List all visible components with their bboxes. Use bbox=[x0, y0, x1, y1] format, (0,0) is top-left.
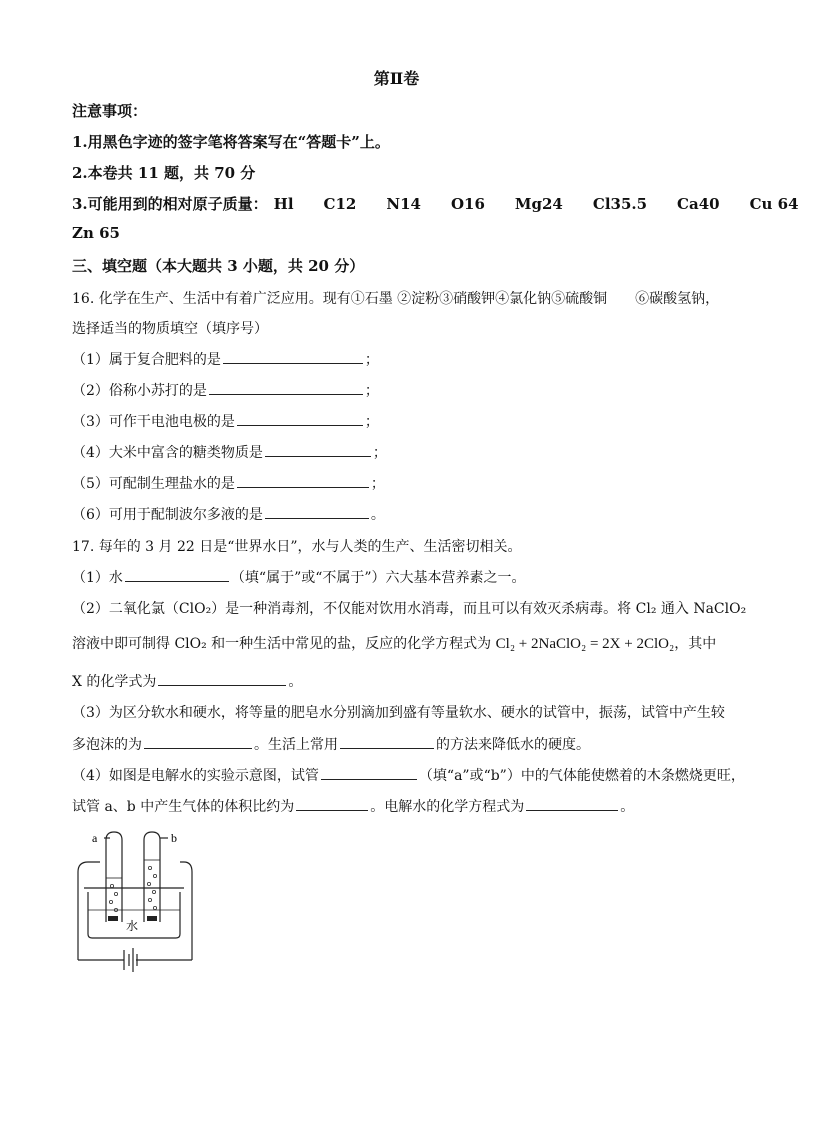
answer-blank[interactable] bbox=[265, 503, 369, 519]
mass-prefix: 3.可能用到的相对原子质量： bbox=[72, 195, 268, 213]
label-a: a bbox=[92, 831, 98, 845]
notes-item-3-cont: Zn 65 bbox=[72, 224, 120, 242]
mass-o: O16 bbox=[450, 195, 485, 213]
answer-blank[interactable] bbox=[526, 795, 618, 811]
answer-blank[interactable] bbox=[125, 566, 229, 582]
q17-p4-text: （4）如图是电解水的实验示意图，试管 bbox=[72, 768, 319, 784]
notes-item-3 bbox=[72, 193, 829, 214]
q16-item-label: （1）属于复合肥料的是 bbox=[72, 352, 221, 368]
q16-item-2 bbox=[72, 379, 379, 400]
q17-p2-line2 bbox=[72, 633, 716, 653]
q17-p4-text-2: （填“a”或“b”）中的气体能使燃着的木条燃烧更旺， bbox=[418, 768, 745, 784]
q16-item-end: ； bbox=[364, 414, 379, 430]
q16-item-end: 。 bbox=[370, 507, 385, 523]
q17-p3-line1: （3）为区分软水和硬水，将等量的肥皂水分别滴加到盛有等量软水、硬水的试管中，振荡，试管中产生较 bbox=[72, 705, 725, 721]
answer-blank[interactable] bbox=[265, 441, 371, 457]
tube-a bbox=[106, 832, 122, 922]
q17-p2-end: 。 bbox=[288, 674, 303, 690]
answer-blank[interactable] bbox=[340, 733, 434, 749]
section-heading: 三、填空题（本大题共 3 小题，共 20 分） bbox=[72, 257, 365, 275]
q16-item-label: （4）大米中富含的糖类物质是 bbox=[72, 445, 263, 461]
q16-item-label: （3）可作干电池电极的是 bbox=[72, 414, 235, 430]
q17-p1-text: （1）水 bbox=[72, 570, 123, 586]
bubbles bbox=[109, 866, 156, 911]
notes-item-1: 1.用黑色字迹的签字笔将答案写在“答题卡”上。 bbox=[72, 133, 390, 151]
q17-p4-line2 bbox=[72, 795, 634, 816]
label-b: b bbox=[171, 831, 177, 845]
q16-item-5 bbox=[72, 472, 385, 493]
mass-ca: Ca40 bbox=[677, 195, 720, 213]
answer-blank[interactable] bbox=[209, 379, 363, 395]
q16-item-end: ； bbox=[370, 476, 385, 492]
chemical-equation: Cl₂ + 2NaClO₂ = 2X + 2ClO₂ bbox=[495, 636, 675, 652]
mass-cu: Cu 64 bbox=[749, 195, 799, 213]
q16-item-1 bbox=[72, 348, 379, 369]
water-label: 水 bbox=[126, 919, 139, 933]
q16-item-end: ； bbox=[364, 352, 379, 368]
q17-p2-text-3: X 的化学式为 bbox=[72, 674, 157, 690]
q17-p2-text: 溶液中即可制得 ClO₂ 和一种生活中常见的盐，反应的化学方程式为 bbox=[72, 636, 492, 652]
q17-p4-text-4: 。电解水的化学方程式为 bbox=[370, 799, 525, 815]
mass-cl: Cl35.5 bbox=[592, 195, 648, 213]
q17-part-1 bbox=[72, 566, 526, 587]
q16-item-4 bbox=[72, 441, 387, 462]
mass-n: N14 bbox=[386, 195, 421, 213]
q17-p3-line2 bbox=[72, 733, 590, 754]
electrolysis-diagram bbox=[70, 826, 200, 978]
answer-blank[interactable] bbox=[237, 472, 369, 488]
q17-p2-line3 bbox=[72, 670, 302, 691]
mass-c: C12 bbox=[323, 195, 357, 213]
answer-blank[interactable] bbox=[144, 733, 252, 749]
electrode-a bbox=[108, 916, 118, 921]
q16-item-end: ； bbox=[372, 445, 387, 461]
q17-p4-text-3: 试管 a、b 中产生气体的体积比约为 bbox=[72, 799, 295, 815]
notes-heading: 注意事项： bbox=[72, 102, 148, 120]
wire-right bbox=[180, 862, 192, 960]
q16-item-3 bbox=[72, 410, 379, 431]
q17-stem: 17. 每年的 3 月 22 日是“世界水日”，水与人类的生产、生活密切相关。 bbox=[72, 539, 522, 555]
answer-blank[interactable] bbox=[296, 795, 368, 811]
answer-blank[interactable] bbox=[237, 410, 363, 426]
q16-item-end: ； bbox=[364, 383, 379, 399]
q17-p4-end: 。 bbox=[620, 799, 635, 815]
q16-stem-line1: 16. 化学在生产、生活中有着广泛应用。现有①石墨 ②淀粉③硝酸钾④氯化钠⑤硫酸铜 ⑥碳酸氢钠， bbox=[72, 291, 720, 307]
wire-left bbox=[78, 862, 100, 960]
electrode-b bbox=[147, 916, 157, 921]
answer-blank[interactable] bbox=[158, 670, 286, 686]
q16-item-label: （2）俗称小苏打的是 bbox=[72, 383, 207, 399]
answer-blank[interactable] bbox=[223, 348, 363, 364]
q16-item-label: （5）可配制生理盐水的是 bbox=[72, 476, 235, 492]
q17-p1-text-2: （填“属于”或“不属于”）六大基本营养素之一。 bbox=[230, 570, 526, 586]
q16-item-label: （6）可用于配制波尔多液的是 bbox=[72, 507, 263, 523]
q17-p3-text-3: 的方法来降低水的硬度。 bbox=[436, 737, 590, 753]
q17-p3-text-2: 。生活上常用 bbox=[254, 737, 338, 753]
notes-item-2: 2.本卷共 11 题，共 70 分 bbox=[72, 164, 256, 182]
mass-mg: Mg24 bbox=[514, 195, 563, 213]
q17-p2-line1: （2）二氧化氯（ClO₂）是一种消毒剂，不仅能对饮用水消毒，而且可以有效灭杀病毒。将 Cl₂ 通入 NaClO₂ bbox=[72, 601, 747, 617]
q17-p4-line1 bbox=[72, 764, 745, 785]
q16-item-6 bbox=[72, 503, 385, 524]
tube-b bbox=[144, 832, 160, 922]
mass-h: Hl bbox=[273, 195, 294, 213]
q16-stem-line2: 选择适当的物质填空（填序号） bbox=[72, 321, 268, 337]
answer-blank[interactable] bbox=[321, 764, 417, 780]
part-title: 第Ⅱ卷 bbox=[373, 69, 420, 88]
q17-p3-text: 多泡沫的为 bbox=[72, 737, 142, 753]
q17-p2-text-2: ，其中 bbox=[674, 636, 717, 652]
